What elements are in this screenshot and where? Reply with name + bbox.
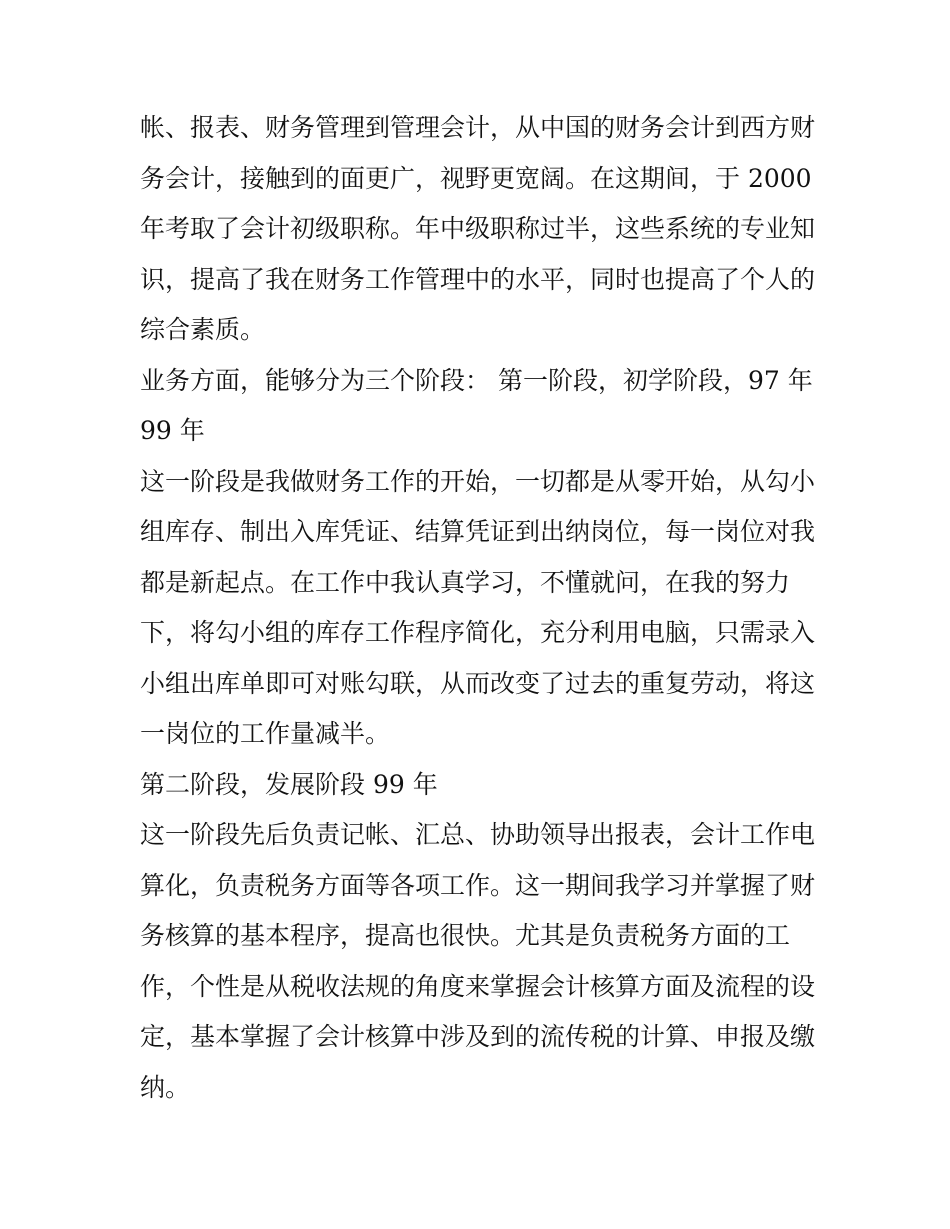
text-line: 这一阶段先后负责记帐、汇总、协助领导出报表，会计工作电: [140, 820, 816, 849]
text-line: 组库存、制出入库凭证、结算凭证到出纳岗位，每一岗位对我: [140, 517, 816, 546]
text-line: 业务方面，能够分为三个阶段： 第一阶段，初学阶段，97 年: [140, 365, 813, 395]
text-line: 算化，负责税务方面等各项工作。这一期间我学习并掌握了财: [140, 870, 816, 900]
text-line: 都是新起点。在工作中我认真学习，不懂就问，在我的努力: [140, 567, 791, 597]
text-line: 定，基本掌握了会计核算中涉及到的流传税的计算、申报及缴: [140, 1022, 816, 1051]
paragraph-stage-two: [140, 810, 820, 1113]
text-line: 综合素质。: [140, 315, 266, 344]
text-line: 一岗位的工作量减半。: [140, 719, 391, 748]
document-body: [140, 103, 820, 1113]
paragraph-stage-one: [140, 457, 820, 760]
paragraph-business-stages: [140, 356, 820, 457]
text-line: 务核算的基本程序，提高也很快。尤其是负责税务方面的工: [140, 921, 791, 950]
text-line: 这一阶段是我做财务工作的开始，一切都是从零开始，从勾小: [140, 466, 816, 496]
text-line: 作，个性是从税收法规的角度来掌握会计核算方面及流程的设: [140, 971, 816, 1001]
text-line: 第二阶段，发展阶段 99 年: [140, 769, 438, 799]
text-line: 纳。: [140, 1072, 191, 1102]
text-line: 下，将勾小组的库存工作程序简化，充分利用电脑，只需录入: [140, 618, 816, 647]
paragraph-education: [140, 103, 820, 356]
text-line: 小组出库单即可对账勾联，从而改变了过去的重复劳动，将这: [140, 668, 816, 698]
text-line: 年考取了会计初级职称。年中级职称过半，这些系统的专业知: [140, 214, 816, 243]
text-line: 务会计，接触到的面更广，视野更宽阔。在这期间，于 2000: [140, 163, 812, 193]
text-line: 99 年: [140, 416, 205, 445]
text-line: 帐、报表、财务管理到管理会计，从中国的财务会计到西方财: [140, 113, 816, 142]
paragraph-stage-two-heading: [140, 760, 820, 811]
text-line: 识，提高了我在财务工作管理中的水平，同时也提高了个人的: [140, 264, 816, 294]
